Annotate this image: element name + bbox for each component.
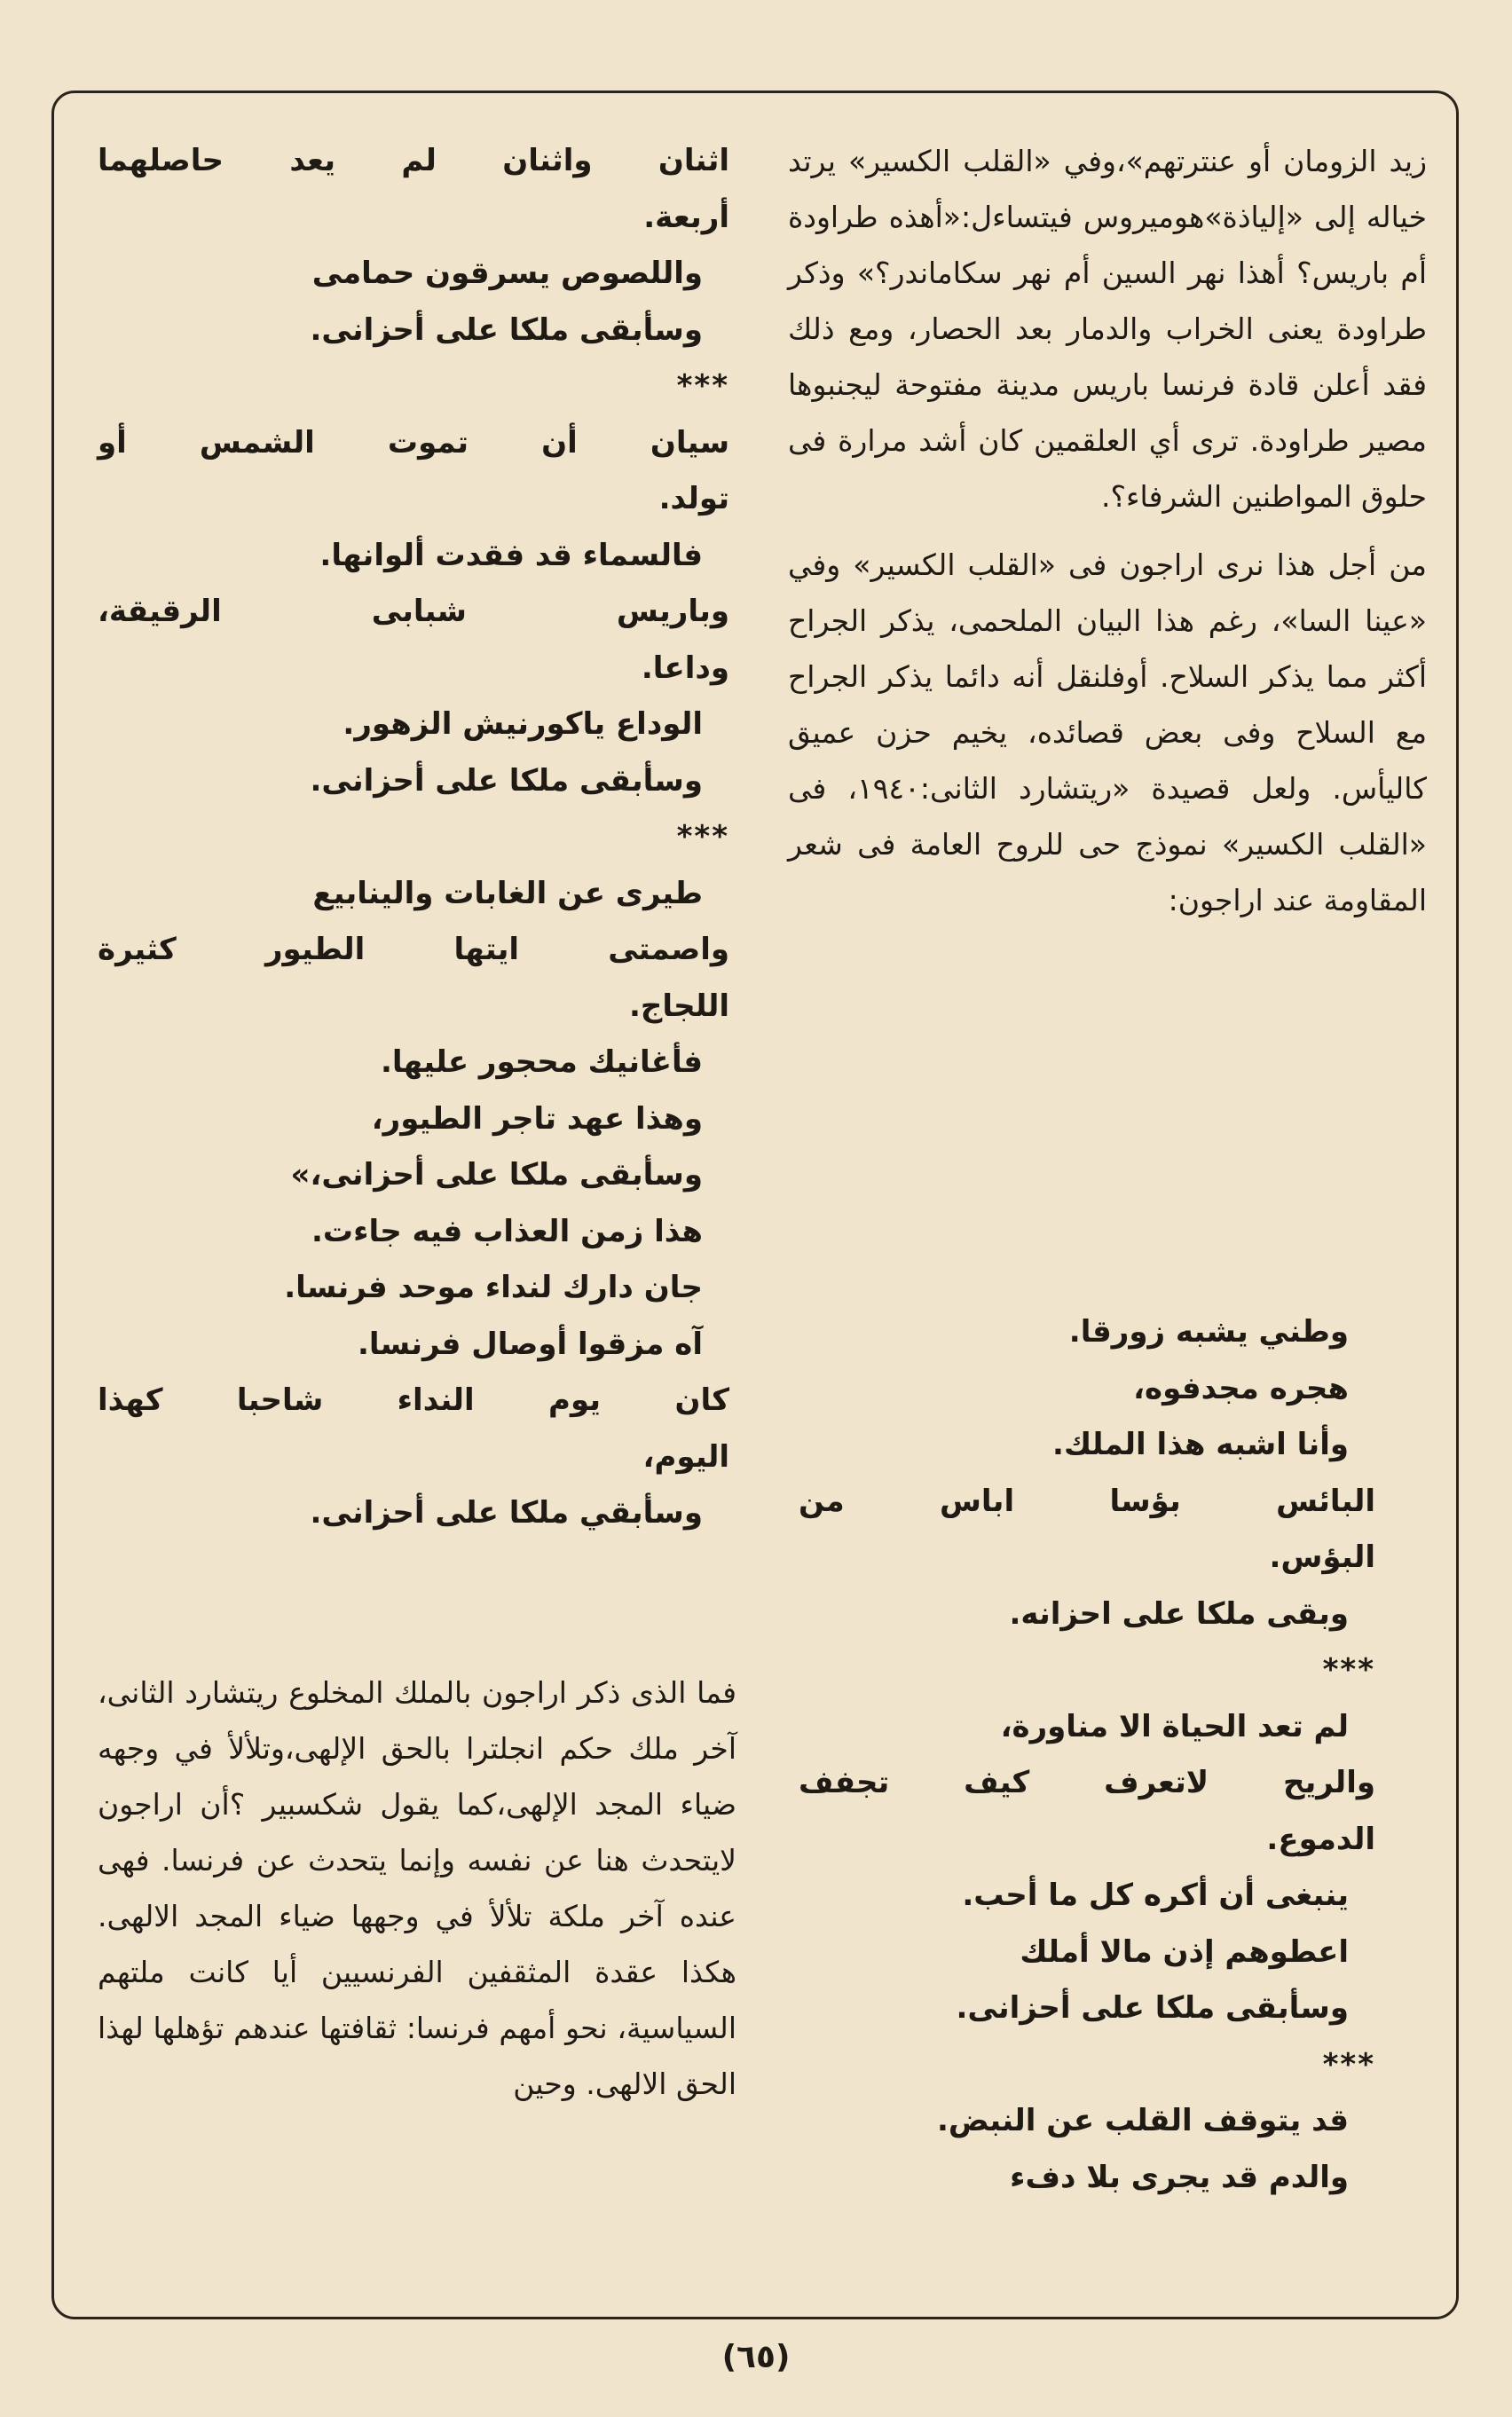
poem-line: وداعا. [641, 650, 729, 686]
left-column-prose [98, 1665, 736, 2112]
poem-line: اثنان واثنان لم يعد حاصلهما [98, 143, 729, 178]
poem-line: البائس بؤسا اباس من [799, 1483, 1375, 1519]
poem-line: وباريس شبابى الرقيقة، [98, 594, 729, 629]
poem-line: سيان أن تموت الشمس أو [98, 424, 729, 461]
poem-line: وسأبقى ملكا على أحزانى. [310, 762, 703, 799]
poem-line: هذا زمن العذاب فيه جاءت. [311, 1213, 703, 1249]
poem-line: واصمتى ايتها الطيور كثيرة [98, 932, 729, 967]
poem-line: اعطوهم إذن مالا أملك [1020, 1933, 1349, 1970]
stanza-separator: *** [676, 368, 729, 404]
poem-line: جان دارك لنداء موحد فرنسا. [284, 1270, 703, 1305]
poem-line: وسأبقى ملكا على أحزانى. [956, 1990, 1349, 2026]
poem-line: طيرى عن الغابات والينابيع [312, 875, 703, 911]
right-paragraph-1: زيد الزومان أو عنترتهم»،وفي «القلب الكسير» يرتد خياله إلى «إلياذة»هوميروس فيتساءل:«أهذه طراودة أم باريس؟ أهذا نهر السين أم نهر سكاماندر؟» وذكر طراودة يعنى الخراب والدمار بعد الحصار، ومع ذلك فقد أعلن قادة فرنسا باريس مدينة مفتوحة ليجنبوها مصير طراودة. ترى أي العلقمين كان أشد مرارة فى حلوق المواطنين الشرفاء؟. [788, 144, 1427, 514]
right-column-poem [799, 1304, 1375, 2206]
poem-line: وسأبقى ملكا على أحزانى. [310, 311, 703, 348]
poem-line: فالسماء قد فقدت ألوانها. [319, 537, 703, 573]
left-column-poem [98, 133, 729, 1542]
left-paragraph-1: فما الذى ذكر اراجون بالملك المخلوع ريتشارد الثانى، آخر ملك حكم انجلترا بالحق الإلهى،وتلألأ في وجهه ضياء المجد الإلهى،كما يقول شكسبير ؟أن اراجون لايتحدث هنا عن نفسه وإنما يتحدث عن فرنسا. فهى عنده آخر ملكة تلألأ في وجهها ضياء المجد الالهى. هكذا عقدة المثقفين الفرنسيين أيا كانت ملتهم السياسية، نحو أمهم فرنسا: ثقافتها عندهم تؤهلها لهذا الحق الالهى. وحين [98, 1675, 736, 2101]
poem-line: اليوم، [642, 1438, 729, 1475]
poem-line: أربعة. [643, 199, 729, 235]
poem-line: وسأبقى ملكا على أحزانى،» [290, 1157, 703, 1193]
right-column-prose [788, 133, 1427, 928]
poem-line: وبقى ملكا على احزانه. [1009, 1595, 1349, 1632]
poem-line: هجره مجدفوه، [1133, 1370, 1349, 1406]
poem-line: وهذا عهد تاجر الطيور، [371, 1100, 703, 1137]
poem-line: واللصوص يسرقون حمامى [311, 256, 703, 291]
stanza-separator: *** [1322, 1652, 1375, 1688]
poem-line: البؤس. [1269, 1539, 1375, 1575]
poem-line: ينبغى أن أكره كل ما أحب. [962, 1878, 1349, 1913]
poem-line: لم تعد الحياة الا مناورة، [1000, 1708, 1349, 1744]
stanza-separator: *** [1322, 2046, 1375, 2082]
poem-line: وأنا اشبه هذا الملك. [1052, 1427, 1349, 1462]
poem-line: وسأبقي ملكا على أحزانى. [310, 1495, 703, 1531]
page-number: (٦٥) [721, 2339, 791, 2375]
poem-line: آه مزقوا أوصال فرنسا. [357, 1326, 703, 1362]
poem-line: اللجاج. [629, 988, 729, 1024]
poem-line: كان يوم النداء شاحبا كهذا [98, 1382, 729, 1418]
poem-line: الدموع. [1266, 1821, 1375, 1857]
poem-line: والريح لاتعرف كيف تجفف [799, 1765, 1375, 1800]
right-paragraph-2: من أجل هذا نرى اراجون فى «القلب الكسير» وفي «عينا السا»، رغم هذا البيان الملحمى، يذكر الجراح أكثر مما يذكر السلاح. أوفلنقل أنه دائما يذكر الجراح مع السلاح وفى بعض قصائده، يخيم حزن عميق كاليأس. ولعل قصيدة «ريتشارد الثانى:١٩٤٠، فى «القلب الكسير» نموذج حى للروح العامة فى شعر المقاومة عند اراجون: [788, 547, 1427, 917]
poem-line: وطني يشبه زورقا. [1068, 1314, 1349, 1350]
stanza-separator: *** [676, 819, 729, 854]
poem-line: والدم قد يجرى بلا دفء [1010, 2159, 1349, 2195]
poem-line: الوداع ياكورنيش الزهور. [343, 706, 703, 742]
poem-line: تولد. [658, 481, 729, 516]
poem-line: فأغانيك محجور عليها. [380, 1044, 703, 1080]
poem-line: قد يتوقف القلب عن النبض. [936, 2103, 1349, 2138]
